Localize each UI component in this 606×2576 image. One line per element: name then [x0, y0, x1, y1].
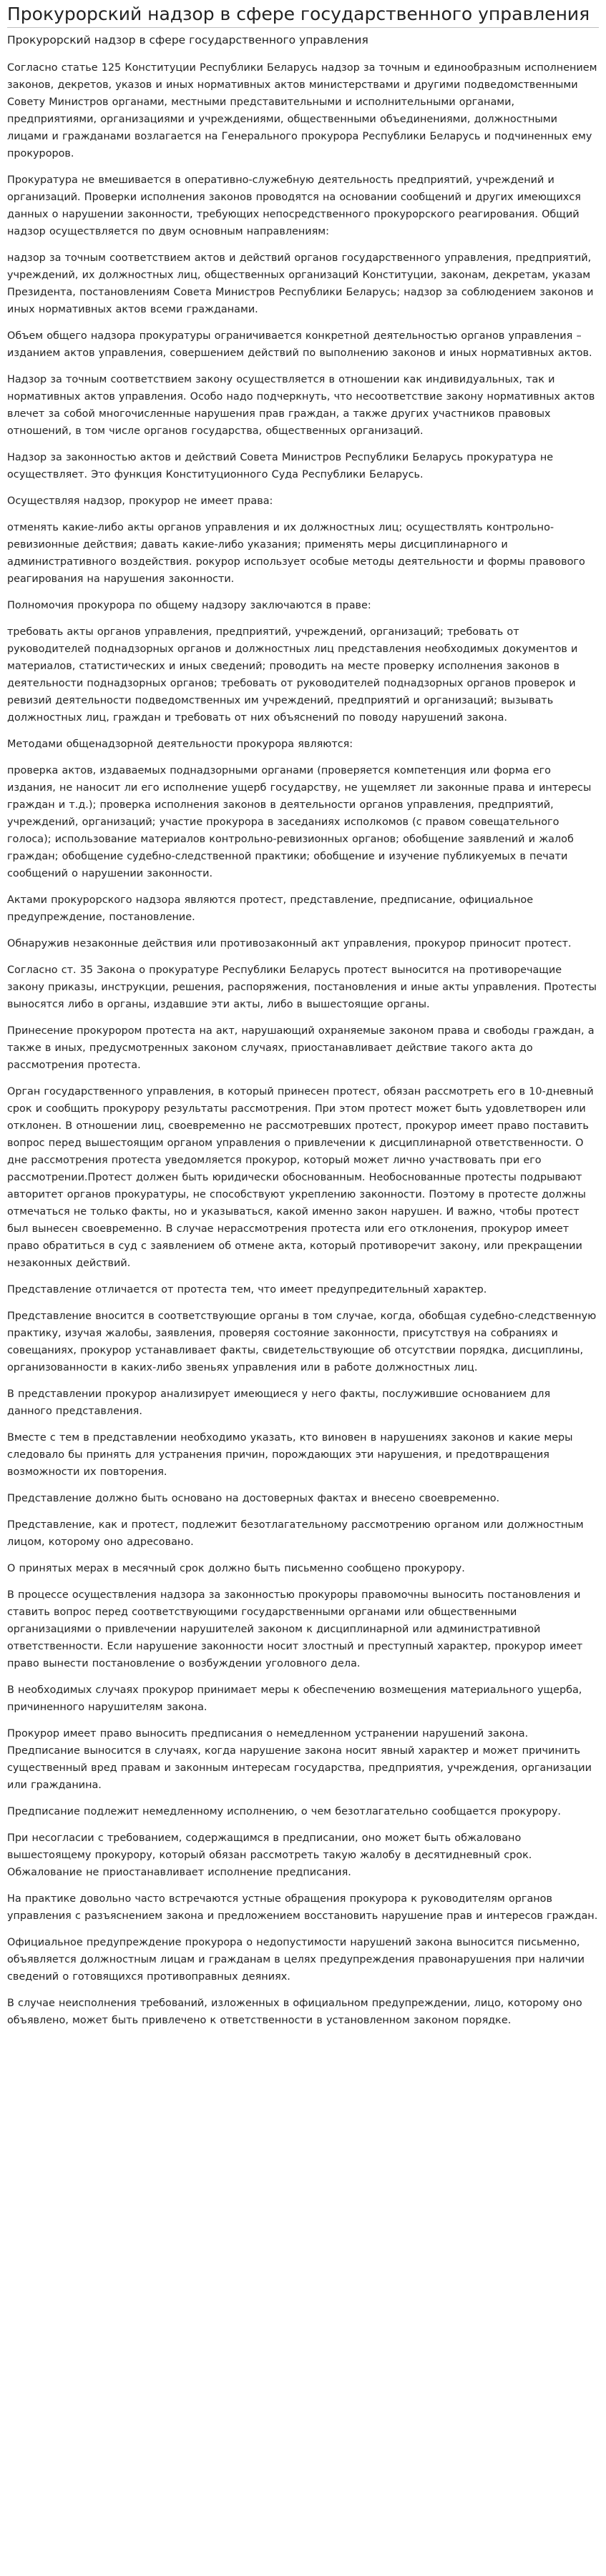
paragraph: Обнаружив незаконные действия или противозаконный акт управления, прокурор приносит протест. — [7, 938, 572, 949]
page-title: Прокурорский надзор в сфере государственного управления — [7, 3, 599, 28]
paragraph: Официальное предупреждение прокурора о недопустимости нарушений закона выносится письменно, объявляется должностным лицам и гражданам в целях предупреждения правонарушения при наличии сведений о готовящихся противоправных деяниях. — [7, 1937, 585, 1983]
paragraph: Принесение прокурором протеста на акт, нарушающий охраняемые законом права и свободы граждан, а также в иных, предусмотренных законом случаях, приостанавливает действие такого акта до рассмотрения протеста. — [7, 1025, 595, 1071]
paragraph: Согласно ст. 35 Закона о прокуратуре Республики Беларусь протест выносится на противоречащие закону приказы, инструкции, решения, распоряжения, постановления и иные акты управления. Протесты выносятся либо в органы, издавшие эти акты, либо в вышестоящие органы. — [7, 964, 597, 1010]
paragraph: Объем общего надзора прокуратуры ограничивается конкретной деятельностью органов управления – изданием актов управления, совершением действий по выполнению законов и иных нормативных актов. — [7, 330, 592, 359]
paragraph: Актами прокурорского надзора являются протест, представление, предписание, официальное предупреждение, постановление. — [7, 894, 534, 923]
paragraph: В представлении прокурор анализирует имеющиеся у него факты, послужившие основанием для данного представления. — [7, 1388, 551, 1417]
paragraph: требовать акты органов управления, предприятий, учреждений, организаций; требовать от руководителей поднадзорных органов и должностных лиц представления необходимых документов и материалов, статистических и иных сведений; проводить на месте проверку исполнения законов в деятельности поднадзорных органов; требовать от руководителей поднадзорных органов проверок и ревизий деятельности подведомственных им учреждений, предприятий и организаций; вызывать должностных лиц, граждан и требовать от них объяснений по поводу нарушений закона. — [7, 626, 578, 724]
paragraph: Надзор за законностью актов и действий Совета Министров Республики Беларусь прокуратура не осуществляет. Это функция Конституционного Суда Республики Беларусь. — [7, 452, 554, 480]
paragraph: Орган государственного управления, в который принесен протест, обязан рассмотреть его в 10-дневный срок и сообщить прокурору результаты рассмотрения. При этом протест может быть удовлетворен или отклонен. В отношении лиц, своевременно не рассмотревших протест, прокурор имеет право поставить вопрос перед вышестоящим органом управления о привлечении к дисциплинарной ответственности. О дне рассмотрения протеста уведомляется прокурор, который может лично участвовать при его рассмотрении.Протест должен быть юридически обоснованным. Необоснованные протесты подрывают авторитет органов прокуратуры, не способствуют укреплению законности. Поэтому в протесте должны отмечаться не только факты, но и указываться, какой именно закон нарушен. И важно, чтобы протест был вынесен своевременно. В случае нерассмотрения протеста или его отклонения, прокурор имеет право обратиться в суд с заявлением об отмене акта, который противоречит закону, или прекращении незаконных действий. — [7, 1086, 594, 1269]
paragraph: На практике довольно часто встречаются устные обращения прокурора к руководителям органов управления с разъяснением закона и предложением восстановить нарушение прав и интересов граждан. — [7, 1893, 598, 1922]
paragraph: Осуществляя надзор, прокурор не имеет права: — [7, 495, 273, 507]
paragraph: Вместе с тем в представлении необходимо указать, кто виновен в нарушениях законов и какие меры следовало бы принять для устранения причин, порождающих эти нарушения, и предотвращения возможности их повторения. — [7, 1432, 573, 1478]
paragraph: При несогласии с требованием, содержащимся в предписании, оно может быть обжаловано вышестоящему прокурору, который обязан рассмотреть такую жалобу в десятидневный срок. Обжалование не приостанавливает исполнение предписания. — [7, 1832, 532, 1878]
paragraph: Представление должно быть основано на достоверных фактах и внесено своевременно. — [7, 1493, 500, 1504]
paragraph: надзор за точным соответствием актов и действий органов государственного управления, предприятий, учреждений, их должностных лиц, общественных организаций Конституции, законам, декретам, указам Президента, постановлениям Совета Министров Республики Беларусь; надзор за соблюдением законов и иных нормативных актов всеми гражданами. — [7, 252, 594, 315]
paragraph: В случае неисполнения требований, изложенных в официальном предупреждении, лицо, которому оно объявлено, может быть привлечено к ответственности в установленном законом порядке. — [7, 1998, 582, 2026]
paragraph: Прокуратура не вмешивается в оперативно-служебную деятельность предприятий, учреждений и организаций. Проверки исполнения законов проводятся на основании сообщений и других имеющихся данных о нарушении законности, требующих непосредственного прокурорского реагирования. Общий надзор осуществляется по двум основным направлениям: — [7, 174, 581, 237]
paragraph: О принятых мерах в месячный срок должно быть письменно сообщено прокурору. — [7, 1563, 465, 1574]
paragraph: Представление отличается от протеста тем, что имеет предупредительный характер. — [7, 1284, 487, 1296]
paragraph: Надзор за точным соответствием закону осуществляется в отношении как индивидуальных, так и нормативных актов управления. Особо надо подчеркнуть, что несоответствие закону нормативных актов влечет за собой многочисленные нарушения прав граждан, а также других участников правовых отношений, в том числе органов государства, общественных организаций. — [7, 374, 595, 437]
paragraph: отменять какие-либо акты органов управления и их должностных лиц; осуществлять контрольно-ревизионные действия; давать какие-либо указания; применять меры дисциплинарного и административного воздействия. рокурор использует особые методы деятельности и формы правового реагирования на нарушения законности. — [7, 522, 585, 585]
paragraph: Представление, как и протест, подлежит безотлагательному рассмотрению органом или должностным лицом, которому оно адресовано. — [7, 1519, 584, 1548]
paragraph: В необходимых случаях прокурор принимает меры к обеспечению возмещения материального ущерба, причиненного нарушителям закона. — [7, 1684, 582, 1713]
page-subtitle: Прокурорский надзор в сфере государственного управления — [7, 34, 368, 46]
paragraph: Согласно статье 125 Конституции Республики Беларусь надзор за точным и единообразным исполнением законов, декретов, указов и иных нормативных актов министерствами и другими подведомственными Совету Министров органами, местными представительными и исполнительными органами, предприятиями, организациями и учреждениями, общественными объединениями, должностными лицами и гражданами возлагается на Генерального прокурора Республики Беларусь и подчиненных ему прокуроров. — [7, 62, 597, 159]
paragraph: Полномочия прокурора по общему надзору заключаются в праве: — [7, 600, 371, 611]
paragraph: Предписание подлежит немедленному исполнению, о чем безотлагательно сообщается прокурору. — [7, 1806, 561, 1817]
paragraph: проверка актов, издаваемых поднадзорными органами (проверяется компетенция или форма его издания, не наносит ли его исполнение ущерб государству, не ущемляет ли законные права и интересы граждан и т.д.); проверка исполнения законов в деятельности органов управления, предприятий, учреждений, организаций; участие прокурора в заседаниях исполкомов (с правом совещательного голоса); использование материалов контрольно-ревизионных органов; обобщение заявлений и жалоб граждан; обобщение судебно-следственной практики; обобщение и изучение публикуемых в печати сообщений о нарушении законности. — [7, 765, 592, 879]
paragraph: Методами общенадзорной деятельности прокурора являются: — [7, 739, 353, 750]
paragraph: Прокурор имеет право выносить предписания о немедленном устранении нарушений закона. Предписание выносится в случаях, когда нарушение закона носит явный характер и может причинить существенный вред правам и законным интересам государства, предприятия, учреждения, организации или гражданина. — [7, 1728, 592, 1791]
document-body — [7, 59, 599, 2029]
paragraph: В процессе осуществления надзора за законностью прокуроры правомочны выносить постановления и ставить вопрос перед соответствующими государственными органами или общественными организациями о привлечении нарушителей законом к дисциплинарной или административной ответственности. Если нарушение законности носит злостный и преступный характер, прокурор имеет право вынести постановление о возбуждении уголовного дела. — [7, 1589, 583, 1669]
paragraph: Представление вносится в соответствующие органы в том случае, когда, обобщая судебно-следственную практику, изучая жалобы, заявления, проверяя состояние законности, присутствуя на собраниях и совещаниях, прокурор устанавливает факты, свидетельствующие об отсутствии порядка, дисциплины, организованности в каких-либо звеньях управления или в работе должностных лиц. — [7, 1311, 597, 1373]
